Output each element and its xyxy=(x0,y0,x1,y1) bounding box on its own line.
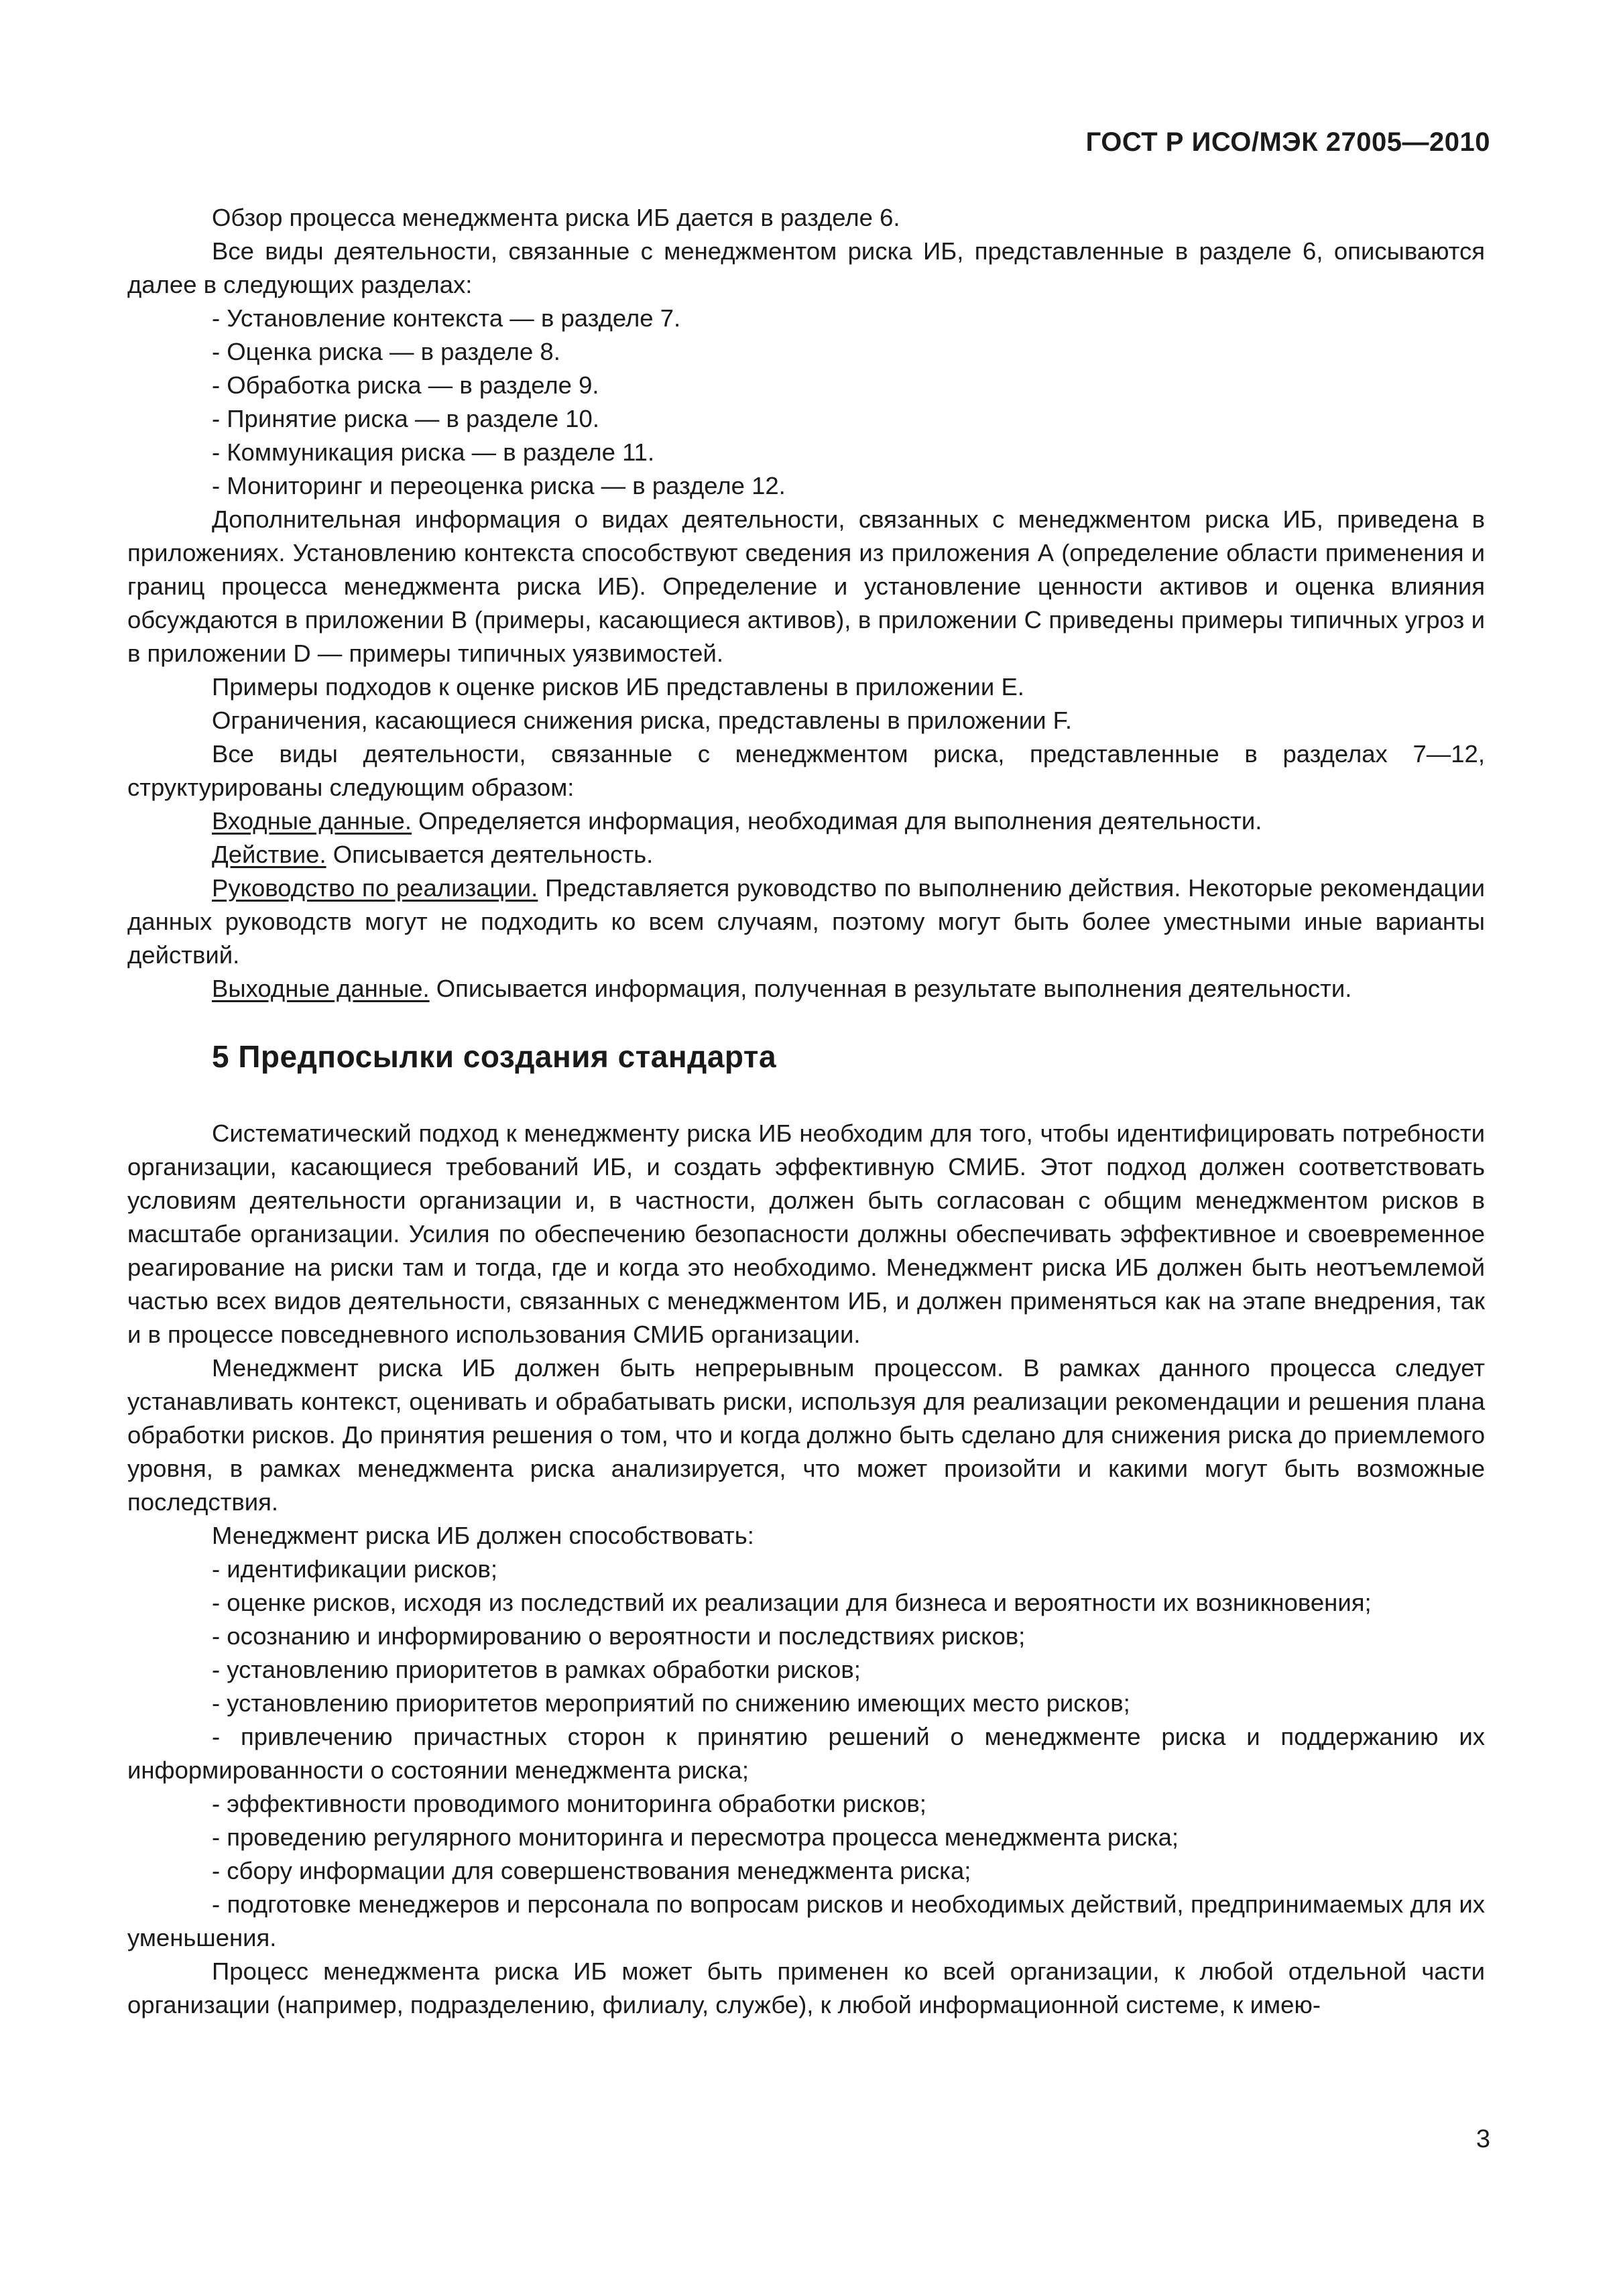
list-item: - подготовке менеджеров и персонала по вопросам рисков и необходимых действий, предпринимаемых для их уменьшения. xyxy=(127,1890,1485,1951)
list-item: - Обработка риска — в разделе 9. xyxy=(212,371,599,399)
list-item: - Оценка риска — в разделе 8. xyxy=(212,338,560,365)
structure-text: Представляется руководство по выполнению действия. Некоторые рекомендации данных руководств могут не подходить ко всем случаям, поэтому могут быть более уместными иные варианты действий. xyxy=(127,874,1485,969)
structure-term: Действие. xyxy=(212,841,326,868)
list-item: - эффективности проводимого мониторинга обработки рисков; xyxy=(212,1790,926,1817)
structure-text: Описывается информация, полученная в результате выполнения деятельности. xyxy=(429,975,1352,1002)
list-item: - проведению регулярного мониторинга и пересмотра процесса менеджмента риска; xyxy=(212,1823,1179,1851)
list-item: - Принятие риска — в разделе 10. xyxy=(212,405,599,432)
list-item: - Мониторинг и переоценка риска — в разделе 12. xyxy=(212,472,786,499)
structure-text: Определяется информация, необходимая для выполнения деятельности. xyxy=(412,807,1262,835)
structure-term: Входные данные. xyxy=(212,807,412,835)
structure-text: Описывается деятельность. xyxy=(326,841,654,868)
structure-item-guidance xyxy=(127,871,1485,972)
section-5-paragraph-1: Систематический подход к менеджменту риска ИБ необходим для того, чтобы идентифицировать потребности организации, касающиеся требований ИБ, и создать эффективную СМИБ. Этот подход должен соответствовать условиям деятельности организации и, в частности, должен быть согласован с общим менеджментом рисков в масштабе организации. Усилия по обеспечению безопасности должны обеспечивать эффективное и своевременное реагирование на риски там и тогда, где и когда это необходимо. Менеджмент риска ИБ должен быть неотъемлемой частью всех видов деятельности, связанных с менеджментом ИБ, и должен применяться как на этапе внедрения, так и в процессе повседневного использования СМИБ организации. xyxy=(127,1120,1485,1348)
list-item: - сбору информации для совершенствования менеджмента риска; xyxy=(212,1857,971,1884)
structure-term: Руководство по реализации. xyxy=(212,874,538,902)
list-item: - Коммуникация риска — в разделе 11. xyxy=(212,438,655,466)
section-5-paragraph-4: Процесс менеджмента риска ИБ может быть применен ко всей организации, к любой отдельной части организации (например, подразделению, филиалу, службе), к любой информационной системе, к имею- xyxy=(127,1957,1485,2018)
intro-paragraph-3: Дополнительная информация о видах деятельности, связанных с менеджментом риска ИБ, приведена в приложениях. Установлению контекста способствуют сведения из приложения А (определение области применения и границ процесса менеджмента риска ИБ). Определение и установление ценности активов и оценка влияния обсуждаются в приложении В (примеры, касающиеся активов), в приложении С приведены примеры типичных угроз и в приложении D — примеры типичных уязвимостей. xyxy=(127,505,1485,667)
list-item: - установлению приоритетов в рамках обработки рисков; xyxy=(212,1656,861,1683)
intro-paragraph-6: Все виды деятельности, связанные с менеджментом риска, представленные в разделах 7—12, структурированы следующим образом: xyxy=(127,740,1485,801)
intro-paragraph-1: Обзор процесса менеджмента риска ИБ дается в разделе 6. xyxy=(212,204,900,231)
structure-term: Выходные данные. xyxy=(212,975,430,1002)
document-body xyxy=(127,201,1485,2022)
section-5-paragraph-3: Менеджмент риска ИБ должен способствовать: xyxy=(212,1522,754,1549)
intro-paragraph-5: Ограничения, касающиеся снижения риска, представлены в приложении F. xyxy=(212,707,1073,734)
list-item: - Установление контекста — в разделе 7. xyxy=(212,304,681,332)
list-item: - оценке рисков, исходя из последствий их реализации для бизнеса и вероятности их возникновения; xyxy=(212,1589,1372,1616)
section-5-paragraph-2: Менеджмент риска ИБ должен быть непрерывным процессом. В рамках данного процесса следует устанавливать контекст, оценивать и обрабатывать риски, используя для реализации рекомендации и решения плана обработки рисков. До принятия решения о том, что и когда должно быть сделано для снижения риска до приемлемого уровня, в рамках менеджмента риска анализируется, что может произойти и какими могут быть возможные последствия. xyxy=(127,1354,1485,1516)
structure-item-input xyxy=(127,804,1485,838)
list-item: - осознанию и информированию о вероятности и последствиях рисков; xyxy=(212,1622,1026,1650)
list-item: - привлечению причастных сторон к принятию решений о менеджменте риска и поддержанию их информированности о состоянии менеджмента риска; xyxy=(127,1723,1485,1784)
list-item: - идентификации рисков; xyxy=(212,1555,498,1583)
page-number: 3 xyxy=(1476,2125,1490,2153)
intro-paragraph-4: Примеры подходов к оценке рисков ИБ представлены в приложении Е. xyxy=(212,673,1024,701)
structure-item-output xyxy=(127,972,1485,1006)
document-header-id: ГОСТ Р ИСО/МЭК 27005—2010 xyxy=(1085,127,1490,157)
section-5-heading: 5 Предпосылки создания стандарта xyxy=(212,1039,777,1074)
list-item: - установлению приоритетов мероприятий по снижению имеющих место рисков; xyxy=(212,1689,1130,1717)
structure-item-action xyxy=(127,838,1485,871)
intro-paragraph-2: Все виды деятельности, связанные с менеджментом риска ИБ, представленные в разделе 6, описываются далее в следующих разделах: xyxy=(127,237,1485,298)
